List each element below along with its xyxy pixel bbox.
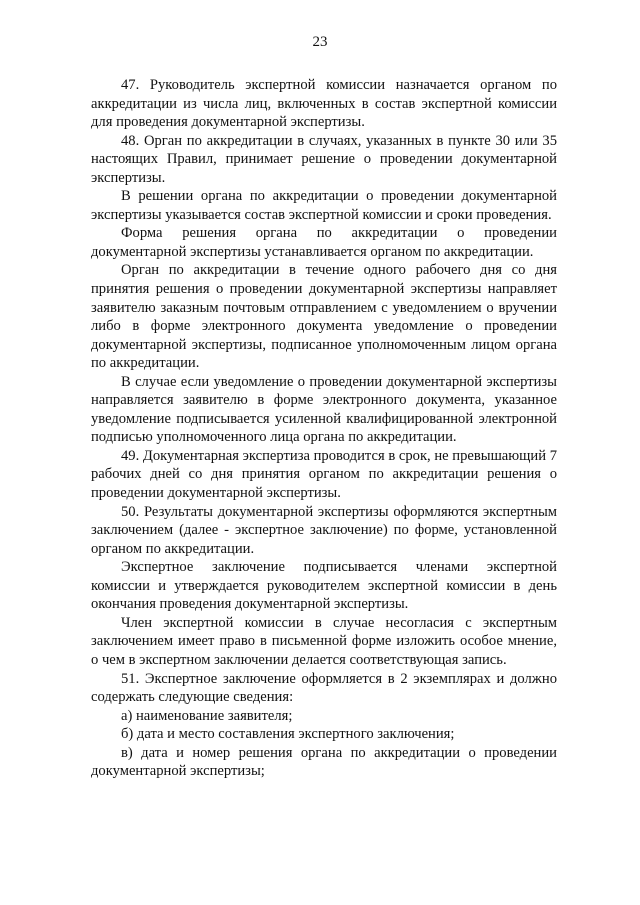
document-body bbox=[91, 76, 557, 781]
paragraph-47: 47. Руководитель экспертной комиссии назначается органом по аккредитации из числа лиц, включенных в состав экспертной комиссии для проведения документарной экспертизы. bbox=[91, 77, 557, 131]
paragraph-48-notification: Орган по аккредитации в течение одного рабочего дня со дня принятия решения о проведении документарной экспертизы направляет заявителю заказным почтовым отправлением с уведомлением о вручении либо в форме электронного документа уведомление о проведении документарной экспертизы, подписанное уполномоченным лицом органа по аккредитации. bbox=[91, 262, 557, 372]
paragraph-48-decision-form: Форма решения органа по аккредитации о проведении документарной экспертизы устанавливается органом по аккредитации. bbox=[91, 225, 557, 260]
paragraph-50-signing: Экспертное заключение подписывается членами экспертной комиссии и утверждается руководителем экспертной комиссии в день окончания проведения документарной экспертизы. bbox=[91, 559, 557, 613]
paragraph-50-dissent: Член экспертной комиссии в случае несогласия с экспертным заключением имеет право в письменной форме изложить особое мнение, о чем в экспертном заключении делается соответствующая запись. bbox=[91, 614, 557, 668]
paragraph-51: 51. Экспертное заключение оформляется в 2 экземплярах и должно содержать следующие сведения: bbox=[91, 670, 557, 706]
paragraph-48-decision-content: В решении органа по аккредитации о проведении документарной экспертизы указывается состав экспертной комиссии и сроки проведения. bbox=[91, 188, 557, 223]
list-item-c: в) дата и номер решения органа по аккредитации о проведении документарной экспертизы; bbox=[91, 744, 557, 780]
page-number: 23 bbox=[312, 34, 328, 50]
list-item-b: б) дата и место составления экспертного заключения; bbox=[121, 726, 455, 743]
paragraph-48-electronic-notification: В случае если уведомление о проведении документарной экспертизы направляется заявителю в форме электронного документа, указанное уведомление подписывается усиленной квалифицированной электронной подписью уполномоченного лица органа по аккредитации. bbox=[91, 373, 557, 446]
paragraph-48: 48. Орган по аккредитации в случаях, указанных в пункте 30 или 35 настоящих Правил, принимает решение о проведении документарной экспертизы. bbox=[91, 132, 557, 186]
paragraph-49: 49. Документарная экспертиза проводится в срок, не превышающий 7 рабочих дней со дня принятия органом по аккредитации решения о проведении документарной экспертизы. bbox=[91, 447, 557, 502]
paragraph-50: 50. Результаты документарной экспертизы оформляются экспертным заключением (далее - экспертное заключение) по форме, установленной органом по аккредитации. bbox=[91, 503, 557, 557]
list-item-a: а) наименование заявителя; bbox=[121, 707, 293, 724]
